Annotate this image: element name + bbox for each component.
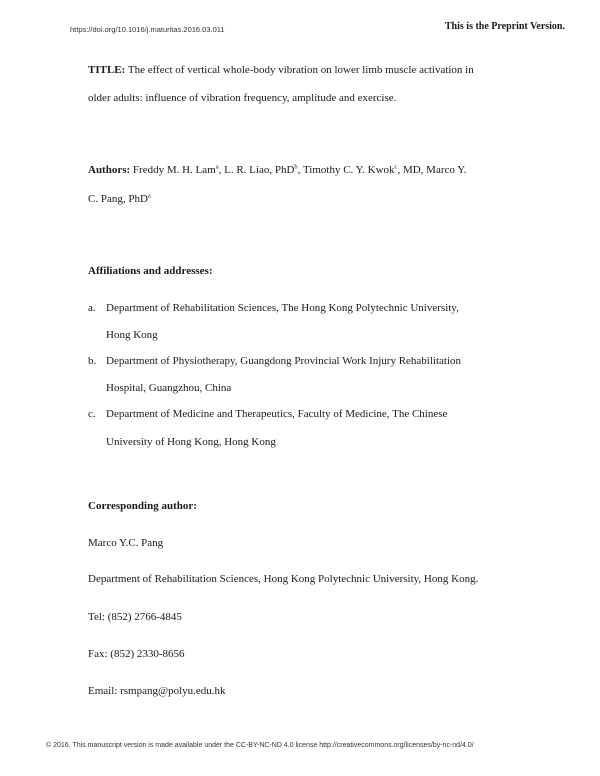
authors-line-1	[88, 164, 467, 176]
title-text-2: older adults: influence of vibration frequency, amplitude and exercise.	[88, 92, 397, 104]
affiliation-c-letter: c.	[88, 408, 96, 420]
corresponding-department: Department of Rehabilitation Sciences, Hong Kong Polytechnic University, Hong Kong.	[88, 573, 479, 585]
corresponding-tel: Tel: (852) 2766-4845	[88, 611, 182, 623]
authors-line-2	[88, 193, 151, 205]
title-line-2	[88, 92, 396, 104]
corresponding-heading: Corresponding author:	[88, 500, 197, 512]
affiliation-b-letter: b.	[88, 355, 97, 367]
author-2-affil: b	[294, 163, 298, 171]
corresponding-fax: Fax: (852) 2330-8656	[88, 648, 185, 660]
author-4: C. Pang, PhD	[88, 193, 148, 205]
author-1-affil: a	[215, 163, 219, 171]
affiliation-a-line-2: Hong Kong	[106, 329, 158, 341]
title-line-1	[88, 64, 474, 76]
affiliations-heading: Affiliations and addresses:	[88, 265, 213, 277]
affiliation-b-line-1: Department of Physiotherapy, Guangdong Provincial Work Injury Rehabilitation	[106, 355, 462, 367]
corresponding-name: Marco Y.C. Pang	[88, 537, 164, 549]
author-3-affil: c	[394, 163, 398, 171]
title-label: TITLE:	[88, 64, 126, 76]
corresponding-email[interactable]: Email: rsmpang@polyu.edu.hk	[88, 685, 226, 697]
affiliation-c-line-1: Department of Medicine and Therapeutics, Faculty of Medicine, The Chinese	[106, 408, 448, 420]
affiliation-b-line-2: Hospital, Guangzhou, China	[106, 382, 232, 394]
doi-link[interactable]: https://doi.org/10.1016/j.maturitas.2016.03.011	[70, 25, 225, 34]
license-footer: © 2016. This manuscript version is made available under the CC-BY-NC-ND 4.0 license http://creativecommons.org/licenses/by-nc-nd/4.0/	[46, 742, 474, 749]
title-text-1: The effect of vertical whole-body vibration on lower limb muscle activation in	[127, 64, 474, 76]
author-1: Freddy M. H. Lam	[132, 164, 216, 176]
author-3-rest: , MD, Marco Y.	[397, 164, 467, 176]
affiliation-a-line-1: Department of Rehabilitation Sciences, The Hong Kong Polytechnic University,	[106, 302, 459, 314]
preprint-label: This is the Preprint Version.	[444, 21, 565, 32]
affiliation-c-line-2: University of Hong Kong, Hong Kong	[106, 436, 276, 448]
author-4-affil: a	[147, 192, 151, 200]
author-2: , L. R. Liao, PhD	[218, 164, 295, 176]
affiliation-a-letter: a.	[88, 302, 96, 314]
author-3: , Timothy C. Y. Kwok	[297, 164, 395, 176]
authors-label: Authors:	[88, 164, 131, 176]
